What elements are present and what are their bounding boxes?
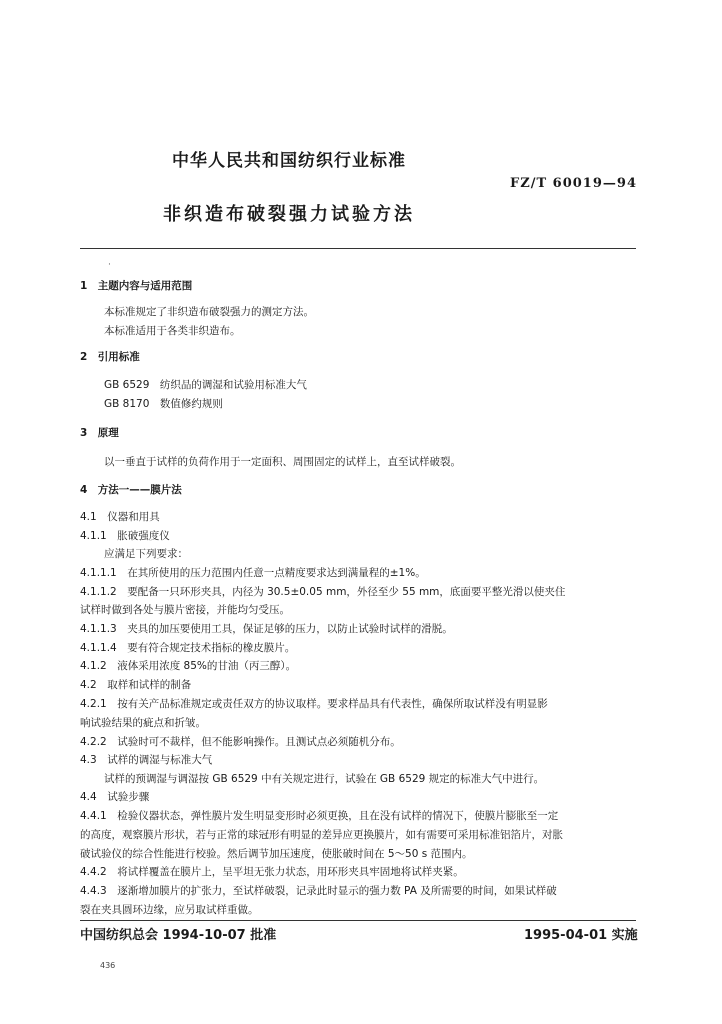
header-rule <box>80 248 636 249</box>
clause-line: 响试验结果的疵点和折皱。 <box>80 717 206 729</box>
body-line: GB 6529 纺织品的调湿和试验用标准大气 <box>104 379 307 391</box>
standard-code: FZ/T 60019—94 <box>510 176 637 191</box>
clause-line: 4.1.1.1 在其所使用的压力范围内任意一点精度要求达到满量程的±1%。 <box>80 567 426 579</box>
clause-line: 4.2.1 按有关产品标准规定或责任双方的协议取样。要求样品具有代表性，确保所取试样没有明显影 <box>80 698 548 710</box>
clause-line: 4.4.3 逐渐增加膜片的扩张力，至试样破裂，记录此时显示的强力数 PA 及所需要的时间，如果试样破 <box>80 885 557 897</box>
clause-line: 试样时做到各处与膜片密接，并能均匀受压。 <box>80 604 290 616</box>
subsection-heading: 4.1.1 胀破强度仪 <box>80 530 170 542</box>
section-heading: 1 主题内容与适用范围 <box>80 280 193 292</box>
section-heading: 4 方法一——膜片法 <box>80 484 182 496</box>
page-number: 436 <box>100 961 116 970</box>
footer-rule <box>80 920 636 921</box>
clause-line: 的高度，观察膜片形状，若与正常的球冠形有明显的差异应更换膜片，如有需要可采用标准铝箔片，对胀 <box>80 829 563 841</box>
clause-line: 4.1.1.2 要配备一只环形夹具，内径为 30.5±0.05 mm，外径至少 55 mm，底面要平整光滑以使夹住 <box>80 586 566 598</box>
clause-line: 裂在夹具圆环边缘，应另取试样重做。 <box>80 904 259 916</box>
clause-line: 破试验仪的综合性能进行校验。然后调节加压速度，使胀破时间在 5～50 s 范围内。 <box>80 848 473 860</box>
section-heading: 2 引用标准 <box>80 351 140 363</box>
body-line: 本标准适用于各类非织造布。 <box>104 325 241 337</box>
clause-line: 4.1.1.4 要有符合规定技术指标的橡皮膜片。 <box>80 642 296 654</box>
document-title: 非织造布破裂强力试验方法 <box>163 204 415 225</box>
subsection-heading: 4.2 取样和试样的制备 <box>80 679 192 691</box>
subsection-heading: 4.3 试样的调湿与标准大气 <box>80 754 213 766</box>
body-line: 试样的预调湿与调湿按 GB 6529 中有关规定进行，试验在 GB 6529 规定的标准大气中进行。 <box>104 773 545 785</box>
body-line: GB 8170 数值修约规则 <box>104 398 223 410</box>
clause-line: 4.1.1.3 夹具的加压要使用工具，保证足够的压力，以防止试验时试样的滑脱。 <box>80 623 453 635</box>
body-line: 本标准规定了非织造布破裂强力的测定方法。 <box>104 306 314 318</box>
clause-line: 4.1.2 液体采用浓度 85%的甘油（丙三醇）。 <box>80 660 297 672</box>
subsection-heading: 4.1 仪器和用具 <box>80 511 160 523</box>
section-heading: 3 原理 <box>80 427 119 439</box>
body-line: 以一垂直于试样的负荷作用于一定面积、周围固定的试样上，直至试样破裂。 <box>104 456 461 468</box>
org-title: 中华人民共和国纺织行业标准 <box>172 151 406 171</box>
clause-line: 4.4.2 将试样覆盖在膜片上，呈平坦无张力状态，用环形夹具牢固地将试样夹紧。 <box>80 866 464 878</box>
implementation-line: 1995-04-01 实施 <box>524 928 638 943</box>
body-line: 应满足下列要求： <box>104 548 188 560</box>
approval-line: 中国纺织总会 1994-10-07 批准 <box>80 928 277 943</box>
clause-line: 4.4.1 检验仪器状态，弹性膜片发生明显变形时必须更换，且在没有试样的情况下，使膜片膨胀至一定 <box>80 810 559 822</box>
clause-line: 4.2.2 试验时可不裁样，但不能影响操作。且测试点必须随机分布。 <box>80 736 401 748</box>
header-mark: · <box>108 260 111 270</box>
subsection-heading: 4.4 试验步骤 <box>80 791 150 803</box>
